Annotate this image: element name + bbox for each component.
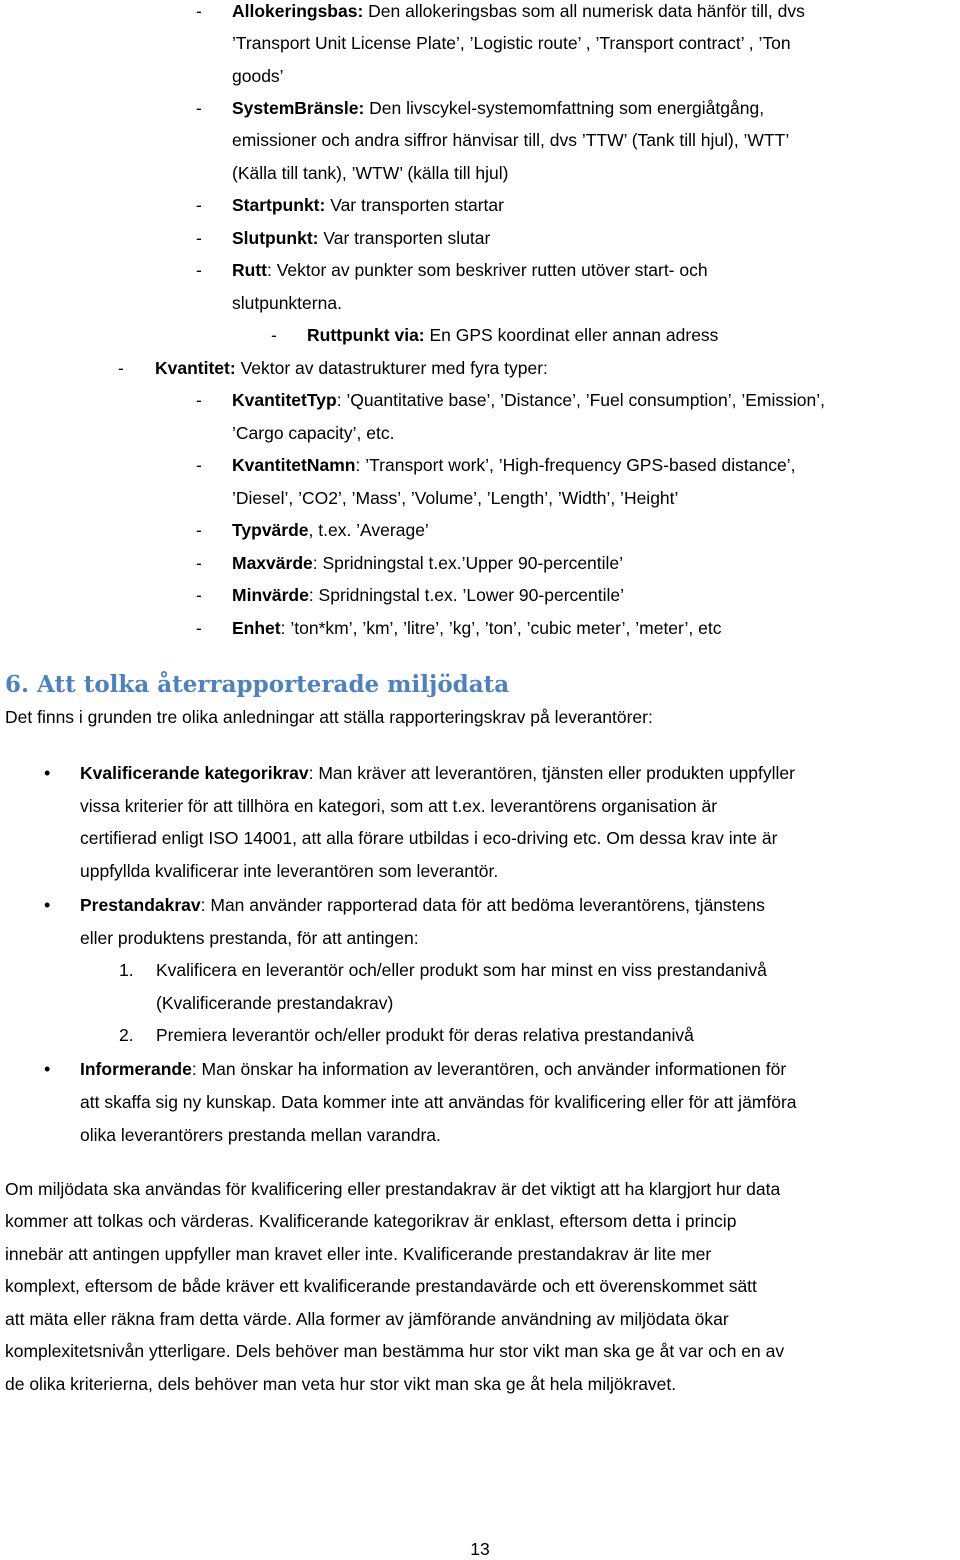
item-text: : ’ton*km’, ’km’, ’litre’, ’kg’, ’ton’, ’cubic meter’, ’meter’, etc [280,618,722,638]
bullet-text-cont: vissa kriterier för att tillhöra en kategori, som att t.ex. leverantörens organisation är [80,796,718,816]
item-text: : ’Transport work’, ’High-frequency GPS-based distance’, [355,455,796,475]
bullet-icon: • [44,895,51,915]
item-label: Startpunkt: [232,195,326,215]
item-text: Var transporten slutar [318,228,491,248]
item-number: 2. [119,1025,134,1045]
paragraph-line: att mäta eller räkna fram detta värde. Alla former av jämförande användning av miljödata ökar [5,1309,729,1329]
numbered-text: Kvalificera en leverantör och/eller produkt som har minst en viss prestandanivå [156,960,767,980]
numbered-text-cont: (Kvalificerande prestandakrav) [156,993,394,1013]
bullet-icon: • [44,763,51,783]
section-heading: 6. Att tolka återrapporterade miljödata [5,671,510,698]
paragraph-line: kommer att tolkas och värderas. Kvalificerande kategorikrav är enklast, eftersom detta i princip [5,1211,737,1231]
bullet-text-cont: eller produktens prestanda, för att antingen: [80,928,419,948]
item-text-cont: (Källa till tank), ’WTW’ (källa till hjul) [232,163,509,183]
bullet-label: Prestandakrav [80,895,201,915]
bullet-text-cont: certifierad enligt ISO 14001, att alla förare utbildas i eco-driving etc. Om dessa krav inte är [80,828,778,848]
paragraph-line: komplext, eftersom de både kräver ett kvalificerande prestandavärde och ett överenskommet sätt [5,1276,757,1296]
bullet-icon: • [44,1059,51,1079]
item-label: Enhet [232,618,281,638]
list-dash: - [271,325,277,345]
bullet-text-cont: uppfyllda kvalificerar inte leverantören som leverantör. [80,861,499,881]
paragraph-line: de olika kriterierna, dels behöver man veta hur stor vikt man ska ge åt hela miljökravet. [5,1374,677,1394]
item-text: : Spridningstal t.ex. ’Lower 90-percentile’ [308,585,624,605]
bullet-text-cont: olika leverantörers prestanda mellan varandra. [80,1125,441,1145]
item-text-cont: ’Transport Unit License Plate’, ’Logistic route’ , ’Transport contract’ , ’Ton [232,33,791,53]
item-label: Kvantitet: [155,358,236,378]
item-label: Typvärde [232,520,309,540]
item-text: En GPS koordinat eller annan adress [424,325,719,345]
item-label: KvantitetTyp [232,390,337,410]
list-dash: - [196,260,202,280]
paragraph-line: Om miljödata ska användas för kvalificering eller prestandakrav är det viktigt att ha klargjort hur data [5,1179,781,1199]
bullet-text-cont: att skaffa sig ny kunskap. Data kommer inte att användas för kvalificering eller för att jämföra [80,1092,797,1112]
item-label: Minvärde [232,585,309,605]
item-label: Maxvärde [232,553,313,573]
bullet-label: Kvalificerande kategorikrav [80,763,309,783]
item-text: Var transporten startar [325,195,504,215]
item-text: Den allokeringsbas som all numerisk data hänför till, dvs [363,1,805,21]
item-label: Ruttpunkt via: [307,325,425,345]
item-text-cont: slutpunkterna. [232,293,342,313]
item-text: Vektor av datastrukturer med fyra typer: [235,358,548,378]
list-dash: - [196,390,202,410]
list-dash: - [196,585,202,605]
item-text-cont: goods’ [232,66,284,86]
bullet-label: Informerande [80,1059,192,1079]
page-number: 13 [470,1539,490,1559]
list-dash: - [196,1,202,21]
list-dash: - [196,98,202,118]
item-text-cont: emissioner och andra siffror hänvisar till, dvs ’TTW’ (Tank till hjul), ’WTT’ [232,130,790,150]
item-text-cont: ’Diesel’, ’CO2’, ’Mass’, ’Volume’, ’Length’, ’Width’, ’Height’ [232,488,679,508]
item-text: , t.ex. ’Average’ [308,520,429,540]
item-text-cont: ’Cargo capacity’, etc. [232,423,395,443]
list-dash: - [196,455,202,475]
intro-text: Det finns i grunden tre olika anledningar att ställa rapporteringskrav på leverantörer: [5,707,653,727]
item-label: Rutt [232,260,267,280]
item-text: : ’Quantitative base’, ’Distance’, ’Fuel consumption’, ’Emission’, [336,390,825,410]
item-label: Slutpunkt: [232,228,319,248]
list-dash: - [196,553,202,573]
item-text: : Spridningstal t.ex.’Upper 90-percentile’ [312,553,624,573]
item-text: Den livscykel-systemomfattning som energiåtgång, [364,98,765,118]
list-dash: - [196,195,202,215]
item-label: Allokeringsbas: [232,1,364,21]
bullet-text: : Man kräver att leverantören, tjänsten eller produkten uppfyller [308,763,795,783]
item-label: KvantitetNamn [232,455,356,475]
item-text: : Vektor av punkter som beskriver rutten utöver start- och [266,260,708,280]
bullet-text: : Man använder rapporterad data för att bedöma leverantörens, tjänstens [200,895,765,915]
item-label: SystemBränsle: [232,98,365,118]
item-number: 1. [119,960,134,980]
list-dash: - [196,618,202,638]
paragraph-line: komplexitetsnivån ytterligare. Dels behöver man bestämma hur stor vikt man ska ge åt var och en av [5,1341,785,1361]
numbered-text: Premiera leverantör och/eller produkt för deras relativa prestandanivå [156,1025,694,1045]
list-dash: - [118,358,124,378]
list-dash: - [196,520,202,540]
bullet-text: : Man önskar ha information av leverantören, och använder informationen för [191,1059,787,1079]
paragraph-line: innebär att antingen uppfyller man kravet eller inte. Kvalificerande prestandakrav är lite mer [5,1244,712,1264]
list-dash: - [196,228,202,248]
